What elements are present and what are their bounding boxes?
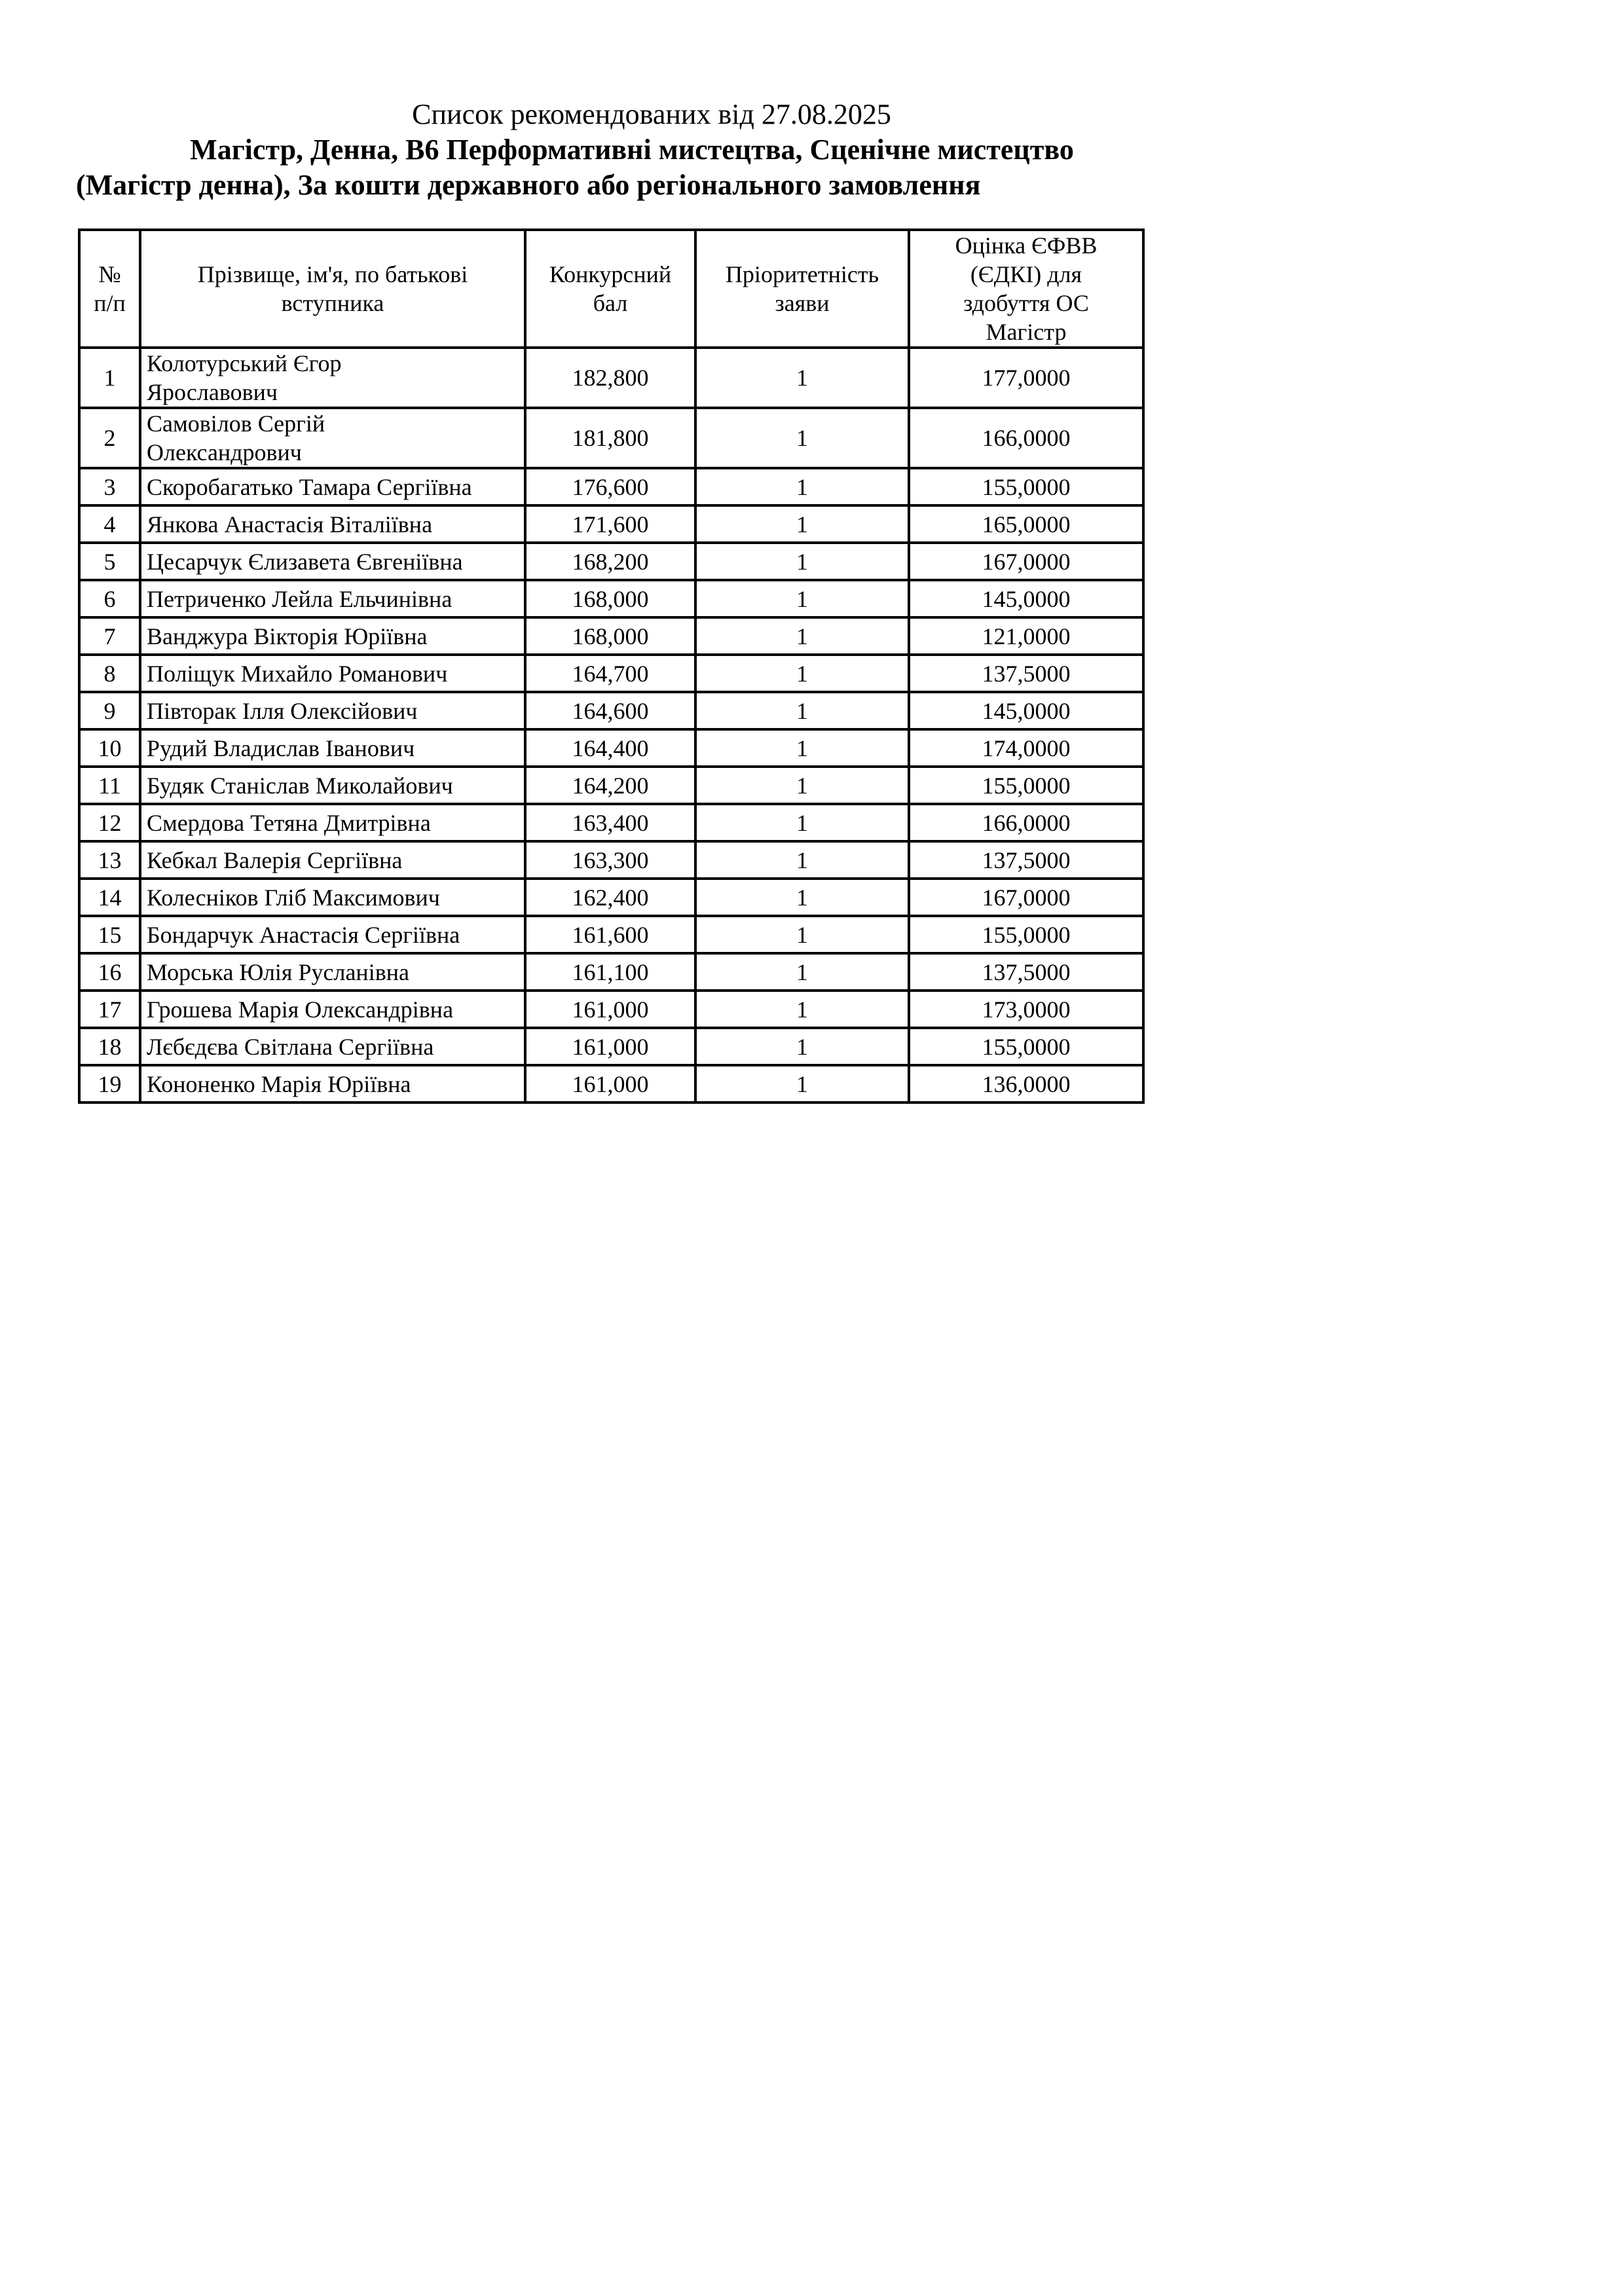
applicant-name [140,543,525,580]
efvv-score: 155,0000 [909,468,1143,505]
header-efvv-score-line-1: Оцінка ЄФВВ [955,232,1098,259]
efvv-score: 137,5000 [909,841,1143,879]
competitive-score: 182,800 [525,348,695,408]
document-subtitle-line-1: Магістр, Денна, B6 Перформативні мистецтва, Сценічне мистецтво [190,134,1074,166]
competitive-score: 161,000 [525,991,695,1028]
application-priority: 1 [695,953,909,991]
applicant-name-line-1: Ванджура Вікторія Юріївна [147,623,428,649]
applicant-name-line-1: Рудий Владислав Іванович [147,735,415,761]
table-row [79,1065,1143,1102]
row-number: 1 [79,348,140,408]
table-row [79,1028,1143,1065]
document-title: Список рекомендованих від 27.08.2025 [412,98,891,130]
application-priority: 1 [695,617,909,655]
competitive-score: 163,300 [525,841,695,879]
header-application-priority-line-2: заяви [775,290,830,316]
row-number: 16 [79,953,140,991]
efvv-score: 136,0000 [909,1065,1143,1102]
applicant-name [140,617,525,655]
competitive-score: 161,000 [525,1065,695,1102]
table-row [79,841,1143,879]
applicant-name-line-1: Самовілов Сергій [147,410,325,437]
efvv-score: 167,0000 [909,879,1143,916]
competitive-score: 176,600 [525,468,695,505]
table-row [79,767,1143,804]
application-priority: 1 [695,655,909,692]
header-competitive-score-line-2: бал [593,290,628,316]
efvv-score: 165,0000 [909,505,1143,543]
application-priority: 1 [695,468,909,505]
table-row [79,580,1143,617]
header-competitive-score [525,230,695,348]
row-number: 10 [79,729,140,767]
competitive-score: 168,200 [525,543,695,580]
application-priority: 1 [695,505,909,543]
efvv-score: 145,0000 [909,580,1143,617]
application-priority: 1 [695,916,909,953]
applicant-name [140,916,525,953]
applicant-name [140,580,525,617]
row-number: 8 [79,655,140,692]
application-priority: 1 [695,991,909,1028]
competitive-score: 163,400 [525,804,695,841]
application-priority: 1 [695,841,909,879]
competitive-score: 181,800 [525,408,695,468]
table-row [79,408,1143,468]
applicant-name-line-1: Кебкал Валерія Сергіївна [147,847,403,873]
competitive-score: 161,100 [525,953,695,991]
applicant-name [140,505,525,543]
application-priority: 1 [695,543,909,580]
competitive-score: 162,400 [525,879,695,916]
applicant-name-line-1: Грошева Марія Олександрівна [147,996,454,1023]
table-row [79,655,1143,692]
header-number-line-2: п/п [94,290,126,316]
applicant-name-line-1: Колесніков Гліб Максимович [147,884,440,911]
table-row [79,505,1143,543]
competitive-score: 161,000 [525,1028,695,1065]
efvv-score: 137,5000 [909,953,1143,991]
efvv-score: 177,0000 [909,348,1143,408]
competitive-score: 161,600 [525,916,695,953]
competitive-score: 164,200 [525,767,695,804]
row-number: 7 [79,617,140,655]
application-priority: 1 [695,348,909,408]
applicant-name [140,953,525,991]
row-number: 14 [79,879,140,916]
row-number: 5 [79,543,140,580]
table-row [79,543,1143,580]
row-number: 19 [79,1065,140,1102]
applicant-name-line-1: Петриченко Лейла Ельчинівна [147,585,452,612]
row-number: 13 [79,841,140,879]
competitive-score: 164,700 [525,655,695,692]
applicant-name-line-1: Лєбєдєва Світлана Сергіївна [147,1033,434,1060]
table-row [79,879,1143,916]
applicant-name [140,879,525,916]
table-row [79,916,1143,953]
applicant-name-line-1: Янкова Анастасія Віталіївна [147,511,433,538]
applicant-name [140,767,525,804]
table-row [79,468,1143,505]
efvv-score: 173,0000 [909,991,1143,1028]
application-priority: 1 [695,692,909,729]
efvv-score: 155,0000 [909,916,1143,953]
applicant-name [140,991,525,1028]
application-priority: 1 [695,1065,909,1102]
efvv-score: 137,5000 [909,655,1143,692]
header-competitive-score-line-1: Конкурсний [549,261,672,287]
applicant-name [140,1065,525,1102]
applicant-name-line-1: Поліщук Михайло Романович [147,660,448,687]
applicant-name-line-1: Півторак Ілля Олексійович [147,697,418,724]
applicant-name [140,692,525,729]
application-priority: 1 [695,1028,909,1065]
row-number: 17 [79,991,140,1028]
efvv-score: 145,0000 [909,692,1143,729]
header-efvv-score-line-3: здобуття ОС [963,290,1089,316]
efvv-score: 155,0000 [909,767,1143,804]
efvv-score: 167,0000 [909,543,1143,580]
applicant-name-line-2: Ярославович [147,379,278,405]
applicant-name [140,729,525,767]
table-header-row [79,230,1143,348]
row-number: 6 [79,580,140,617]
applicant-name [140,1028,525,1065]
applicant-name-line-2: Олександрович [147,439,302,465]
applicant-name-line-1: Будяк Станіслав Миколайович [147,772,453,799]
applicant-name [140,348,525,408]
application-priority: 1 [695,408,909,468]
table-row [79,991,1143,1028]
competitive-score: 168,000 [525,617,695,655]
competitive-score: 168,000 [525,580,695,617]
applicant-name-line-1: Бондарчук Анастасія Сергіївна [147,921,460,948]
row-number: 12 [79,804,140,841]
applicant-name [140,408,525,468]
competitive-score: 164,600 [525,692,695,729]
header-application-priority [695,230,909,348]
efvv-score: 166,0000 [909,408,1143,468]
table-row [79,692,1143,729]
recommended-applicants-table [78,228,1145,1104]
header-number [79,230,140,348]
efvv-score: 166,0000 [909,804,1143,841]
header-number-line-1: № [98,261,121,287]
applicant-name [140,841,525,879]
applicant-name-line-1: Смердова Тетяна Дмитрівна [147,809,431,836]
row-number: 2 [79,408,140,468]
applicant-name-line-1: Морська Юлія Русланівна [147,958,409,985]
efvv-score: 174,0000 [909,729,1143,767]
header-efvv-score [909,230,1143,348]
header-application-priority-line-1: Пріоритетність [725,261,879,287]
table-row [79,617,1143,655]
applicant-name [140,655,525,692]
table-row [79,729,1143,767]
row-number: 18 [79,1028,140,1065]
application-priority: 1 [695,729,909,767]
row-number: 4 [79,505,140,543]
row-number: 11 [79,767,140,804]
application-priority: 1 [695,879,909,916]
table-row [79,953,1143,991]
competitive-score: 171,600 [525,505,695,543]
header-full-name-line-1: Прізвище, ім'я, по батькові [197,261,468,287]
application-priority: 1 [695,804,909,841]
header-full-name-line-2: вступника [281,290,384,316]
applicant-name [140,804,525,841]
applicant-name [140,468,525,505]
applicant-name-line-1: Цесарчук Єлизавета Євгеніївна [147,548,463,575]
row-number: 3 [79,468,140,505]
row-number: 9 [79,692,140,729]
header-efvv-score-line-4: Магістр [986,319,1067,345]
row-number: 15 [79,916,140,953]
document-header [65,97,1166,203]
application-priority: 1 [695,767,909,804]
efvv-score: 121,0000 [909,617,1143,655]
table-row [79,348,1143,408]
applicant-name-line-1: Колотурський Єгор [147,350,342,376]
competitive-score: 164,400 [525,729,695,767]
table-row [79,804,1143,841]
header-full-name [140,230,525,348]
document-subtitle-line-2: (Магістр денна), За кошти державного або регіонального замовлення [76,169,981,201]
application-priority: 1 [695,580,909,617]
efvv-score: 155,0000 [909,1028,1143,1065]
applicant-name-line-1: Скоробагатько Тамара Сергіївна [147,473,472,500]
applicant-name-line-1: Кононенко Марія Юріївна [147,1070,411,1097]
header-efvv-score-line-2: (ЄДКІ) для [970,261,1082,287]
table-body [79,348,1143,1102]
